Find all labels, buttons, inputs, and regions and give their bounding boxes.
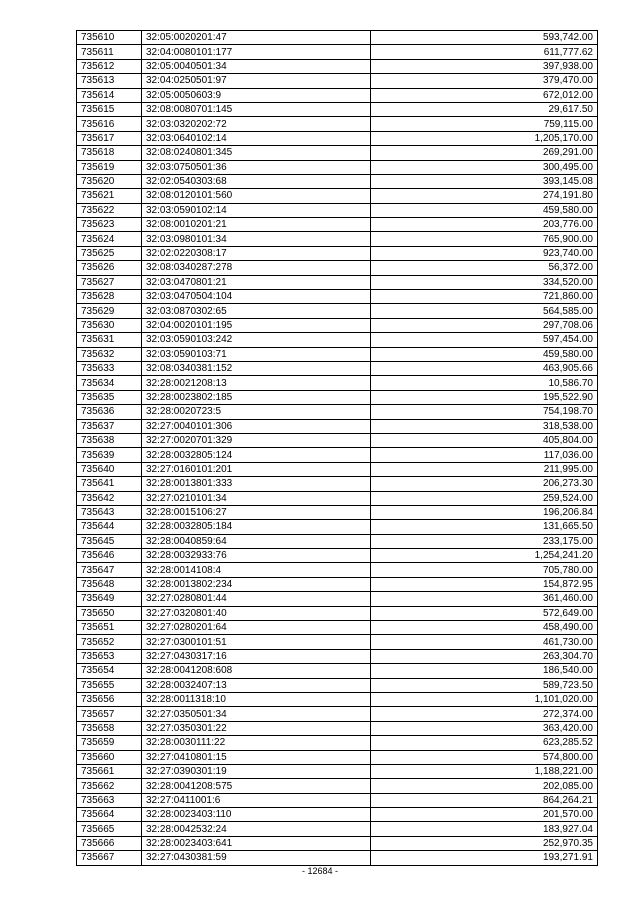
row-id-cell: 735610 bbox=[77, 31, 142, 45]
row-id-cell: 735620 bbox=[77, 174, 142, 188]
amount-cell: 363,420.00 bbox=[371, 721, 598, 735]
amount-cell: 564,585.00 bbox=[371, 304, 598, 318]
table-row bbox=[77, 304, 598, 318]
row-id-cell: 735622 bbox=[77, 203, 142, 217]
amount-cell: 154,872.95 bbox=[371, 577, 598, 591]
row-id-cell: 735635 bbox=[77, 390, 142, 404]
table-row bbox=[77, 851, 598, 865]
parcel-number-cell: 32:28:0014108:4 bbox=[142, 563, 371, 577]
row-id-cell: 735633 bbox=[77, 361, 142, 375]
row-id-cell: 735629 bbox=[77, 304, 142, 318]
parcel-number-cell: 32:04:0250501:97 bbox=[142, 74, 371, 88]
parcel-number-cell: 32:28:0042532:24 bbox=[142, 822, 371, 836]
table-row bbox=[77, 462, 598, 476]
row-id-cell: 735666 bbox=[77, 836, 142, 850]
parcel-number-cell: 32:02:0220308:17 bbox=[142, 246, 371, 260]
amount-cell: 206,273.30 bbox=[371, 477, 598, 491]
table-row bbox=[77, 246, 598, 260]
table-row bbox=[77, 621, 598, 635]
amount-cell: 195,522.90 bbox=[371, 390, 598, 404]
table-row bbox=[77, 290, 598, 304]
row-id-cell: 735651 bbox=[77, 621, 142, 635]
table-row bbox=[77, 318, 598, 332]
parcel-number-cell: 32:27:0280201:64 bbox=[142, 621, 371, 635]
amount-cell: 183,927.04 bbox=[371, 822, 598, 836]
row-id-cell: 735617 bbox=[77, 131, 142, 145]
amount-cell: 765,900.00 bbox=[371, 232, 598, 246]
amount-cell: 589,723.50 bbox=[371, 678, 598, 692]
row-id-cell: 735656 bbox=[77, 692, 142, 706]
parcel-number-cell: 32:03:0320202:72 bbox=[142, 117, 371, 131]
table-row bbox=[77, 74, 598, 88]
amount-cell: 233,175.00 bbox=[371, 534, 598, 548]
row-id-cell: 735642 bbox=[77, 491, 142, 505]
amount-cell: 297,708.06 bbox=[371, 318, 598, 332]
table-row bbox=[77, 405, 598, 419]
parcel-number-cell: 32:27:0320801:40 bbox=[142, 606, 371, 620]
table-row bbox=[77, 45, 598, 59]
amount-cell: 131,665.50 bbox=[371, 520, 598, 534]
parcel-number-cell: 32:28:0015106:27 bbox=[142, 505, 371, 519]
table-row bbox=[77, 333, 598, 347]
parcel-number-cell: 32:03:0590103:71 bbox=[142, 347, 371, 361]
table-row bbox=[77, 808, 598, 822]
amount-cell: 379,470.00 bbox=[371, 74, 598, 88]
parcel-number-cell: 32:08:0240801:345 bbox=[142, 146, 371, 160]
row-id-cell: 735653 bbox=[77, 649, 142, 663]
table-row bbox=[77, 477, 598, 491]
amount-cell: 361,460.00 bbox=[371, 592, 598, 606]
parcel-number-cell: 32:27:0430317:16 bbox=[142, 649, 371, 663]
table-row bbox=[77, 750, 598, 764]
table-row bbox=[77, 117, 598, 131]
table-row bbox=[77, 88, 598, 102]
parcel-number-cell: 32:28:0013801:333 bbox=[142, 477, 371, 491]
table-row bbox=[77, 692, 598, 706]
amount-cell: 597,454.00 bbox=[371, 333, 598, 347]
row-id-cell: 735615 bbox=[77, 102, 142, 116]
amount-cell: 1,101,020.00 bbox=[371, 692, 598, 706]
row-id-cell: 735661 bbox=[77, 764, 142, 778]
amount-cell: 272,374.00 bbox=[371, 707, 598, 721]
row-id-cell: 735658 bbox=[77, 721, 142, 735]
table-row bbox=[77, 635, 598, 649]
page-number: - 12684 - bbox=[301, 866, 339, 876]
amount-cell: 397,938.00 bbox=[371, 59, 598, 73]
parcel-number-cell: 32:28:0023403:110 bbox=[142, 808, 371, 822]
row-id-cell: 735616 bbox=[77, 117, 142, 131]
parcel-number-cell: 32:28:0032805:184 bbox=[142, 520, 371, 534]
row-id-cell: 735655 bbox=[77, 678, 142, 692]
row-id-cell: 735640 bbox=[77, 462, 142, 476]
parcel-number-cell: 32:28:0032407:13 bbox=[142, 678, 371, 692]
table-row bbox=[77, 203, 598, 217]
table-row bbox=[77, 563, 598, 577]
row-id-cell: 735618 bbox=[77, 146, 142, 160]
parcel-number-cell: 32:08:0010201:21 bbox=[142, 218, 371, 232]
table-row bbox=[77, 146, 598, 160]
amount-cell: 459,580.00 bbox=[371, 203, 598, 217]
row-id-cell: 735626 bbox=[77, 261, 142, 275]
table-row bbox=[77, 549, 598, 563]
parcel-number-cell: 32:03:0590102:14 bbox=[142, 203, 371, 217]
row-id-cell: 735644 bbox=[77, 520, 142, 534]
amount-cell: 201,570.00 bbox=[371, 808, 598, 822]
table-row bbox=[77, 347, 598, 361]
parcel-number-cell: 32:08:0340381:152 bbox=[142, 361, 371, 375]
table-row bbox=[77, 102, 598, 116]
amount-cell: 274,191.80 bbox=[371, 189, 598, 203]
row-id-cell: 735645 bbox=[77, 534, 142, 548]
table-row bbox=[77, 160, 598, 174]
table-row bbox=[77, 736, 598, 750]
parcel-number-cell: 32:28:0011318:10 bbox=[142, 692, 371, 706]
amount-cell: 572,649.00 bbox=[371, 606, 598, 620]
parcel-number-cell: 32:27:0350501:34 bbox=[142, 707, 371, 721]
parcel-number-cell: 32:27:0350301:22 bbox=[142, 721, 371, 735]
table-row bbox=[77, 59, 598, 73]
row-id-cell: 735659 bbox=[77, 736, 142, 750]
row-id-cell: 735625 bbox=[77, 246, 142, 260]
table-row bbox=[77, 433, 598, 447]
table-row bbox=[77, 649, 598, 663]
row-id-cell: 735662 bbox=[77, 779, 142, 793]
row-id-cell: 735660 bbox=[77, 750, 142, 764]
table-row bbox=[77, 678, 598, 692]
row-id-cell: 735621 bbox=[77, 189, 142, 203]
row-id-cell: 735624 bbox=[77, 232, 142, 246]
table-row bbox=[77, 534, 598, 548]
parcel-number-cell: 32:04:0020101:195 bbox=[142, 318, 371, 332]
row-id-cell: 735628 bbox=[77, 290, 142, 304]
parcel-number-cell: 32:28:0020723:5 bbox=[142, 405, 371, 419]
row-id-cell: 735636 bbox=[77, 405, 142, 419]
table-row bbox=[77, 376, 598, 390]
table-row bbox=[77, 419, 598, 433]
amount-cell: 117,036.00 bbox=[371, 448, 598, 462]
parcel-number-cell: 32:08:0080701:145 bbox=[142, 102, 371, 116]
parcel-number-cell: 32:04:0080101:177 bbox=[142, 45, 371, 59]
parcel-number-cell: 32:03:0470504:104 bbox=[142, 290, 371, 304]
parcel-number-cell: 32:28:0032805:124 bbox=[142, 448, 371, 462]
amount-cell: 672,012.00 bbox=[371, 88, 598, 102]
parcel-number-cell: 32:03:0870302:65 bbox=[142, 304, 371, 318]
row-id-cell: 735647 bbox=[77, 563, 142, 577]
table-row bbox=[77, 577, 598, 591]
table-row bbox=[77, 218, 598, 232]
amount-cell: 393,145.08 bbox=[371, 174, 598, 188]
parcel-number-cell: 32:27:0210101:34 bbox=[142, 491, 371, 505]
row-id-cell: 735665 bbox=[77, 822, 142, 836]
table-row bbox=[77, 764, 598, 778]
row-id-cell: 735619 bbox=[77, 160, 142, 174]
table-row bbox=[77, 361, 598, 375]
parcel-number-cell: 32:27:0411001:6 bbox=[142, 793, 371, 807]
table-row bbox=[77, 664, 598, 678]
row-id-cell: 735664 bbox=[77, 808, 142, 822]
records-table-body bbox=[77, 31, 598, 866]
amount-cell: 203,776.00 bbox=[371, 218, 598, 232]
row-id-cell: 735650 bbox=[77, 606, 142, 620]
parcel-number-cell: 32:27:0410801:15 bbox=[142, 750, 371, 764]
row-id-cell: 735638 bbox=[77, 433, 142, 447]
parcel-number-cell: 32:05:0040501:34 bbox=[142, 59, 371, 73]
row-id-cell: 735634 bbox=[77, 376, 142, 390]
row-id-cell: 735657 bbox=[77, 707, 142, 721]
table-row bbox=[77, 822, 598, 836]
parcel-number-cell: 32:28:0041208:575 bbox=[142, 779, 371, 793]
row-id-cell: 735667 bbox=[77, 851, 142, 865]
amount-cell: 923,740.00 bbox=[371, 246, 598, 260]
parcel-number-cell: 32:03:0590103:242 bbox=[142, 333, 371, 347]
amount-cell: 252,970.35 bbox=[371, 836, 598, 850]
amount-cell: 318,538.00 bbox=[371, 419, 598, 433]
amount-cell: 193,271.91 bbox=[371, 851, 598, 865]
amount-cell: 458,490.00 bbox=[371, 621, 598, 635]
parcel-number-cell: 32:28:0030111:22 bbox=[142, 736, 371, 750]
row-id-cell: 735623 bbox=[77, 218, 142, 232]
table-row bbox=[77, 836, 598, 850]
table-row bbox=[77, 232, 598, 246]
parcel-number-cell: 32:08:0120101:560 bbox=[142, 189, 371, 203]
parcel-number-cell: 32:28:0032933:76 bbox=[142, 549, 371, 563]
parcel-number-cell: 32:05:0050603:9 bbox=[142, 88, 371, 102]
parcel-number-cell: 32:28:0040859:64 bbox=[142, 534, 371, 548]
amount-cell: 202,085.00 bbox=[371, 779, 598, 793]
table-row bbox=[77, 448, 598, 462]
amount-cell: 269,291.00 bbox=[371, 146, 598, 160]
amount-cell: 56,372.00 bbox=[371, 261, 598, 275]
amount-cell: 1,254,241.20 bbox=[371, 549, 598, 563]
amount-cell: 405,804.00 bbox=[371, 433, 598, 447]
amount-cell: 10,586.70 bbox=[371, 376, 598, 390]
table-row bbox=[77, 779, 598, 793]
amount-cell: 334,520.00 bbox=[371, 275, 598, 289]
row-id-cell: 735654 bbox=[77, 664, 142, 678]
parcel-number-cell: 32:28:0013802:234 bbox=[142, 577, 371, 591]
table-row bbox=[77, 390, 598, 404]
amount-cell: 1,188,221.00 bbox=[371, 764, 598, 778]
table-row bbox=[77, 606, 598, 620]
parcel-number-cell: 32:02:0540303:68 bbox=[142, 174, 371, 188]
amount-cell: 259,524.00 bbox=[371, 491, 598, 505]
parcel-number-cell: 32:27:0430381:59 bbox=[142, 851, 371, 865]
table-row bbox=[77, 189, 598, 203]
table-row bbox=[77, 131, 598, 145]
table-row bbox=[77, 174, 598, 188]
table-row bbox=[77, 275, 598, 289]
parcel-number-cell: 32:28:0023802:185 bbox=[142, 390, 371, 404]
parcel-number-cell: 32:27:0390301:19 bbox=[142, 764, 371, 778]
parcel-number-cell: 32:27:0020701:329 bbox=[142, 433, 371, 447]
amount-cell: 754,198.70 bbox=[371, 405, 598, 419]
parcel-number-cell: 32:28:0041208:608 bbox=[142, 664, 371, 678]
row-id-cell: 735611 bbox=[77, 45, 142, 59]
parcel-number-cell: 32:03:0640102:14 bbox=[142, 131, 371, 145]
row-id-cell: 735652 bbox=[77, 635, 142, 649]
row-id-cell: 735637 bbox=[77, 419, 142, 433]
row-id-cell: 735663 bbox=[77, 793, 142, 807]
parcel-number-cell: 32:03:0470801:21 bbox=[142, 275, 371, 289]
row-id-cell: 735641 bbox=[77, 477, 142, 491]
amount-cell: 574,800.00 bbox=[371, 750, 598, 764]
table-row bbox=[77, 491, 598, 505]
table-row bbox=[77, 520, 598, 534]
row-id-cell: 735648 bbox=[77, 577, 142, 591]
amount-cell: 705,780.00 bbox=[371, 563, 598, 577]
amount-cell: 459,580.00 bbox=[371, 347, 598, 361]
table-row bbox=[77, 793, 598, 807]
parcel-number-cell: 32:08:0340287:278 bbox=[142, 261, 371, 275]
parcel-number-cell: 32:28:0023403:641 bbox=[142, 836, 371, 850]
table-row bbox=[77, 707, 598, 721]
amount-cell: 1,205,170.00 bbox=[371, 131, 598, 145]
amount-cell: 211,995.00 bbox=[371, 462, 598, 476]
amount-cell: 300,495.00 bbox=[371, 160, 598, 174]
row-id-cell: 735613 bbox=[77, 74, 142, 88]
parcel-number-cell: 32:27:0040101:306 bbox=[142, 419, 371, 433]
row-id-cell: 735612 bbox=[77, 59, 142, 73]
amount-cell: 759,115.00 bbox=[371, 117, 598, 131]
amount-cell: 263,304.70 bbox=[371, 649, 598, 663]
row-id-cell: 735643 bbox=[77, 505, 142, 519]
amount-cell: 463,905.66 bbox=[371, 361, 598, 375]
row-id-cell: 735632 bbox=[77, 347, 142, 361]
row-id-cell: 735614 bbox=[77, 88, 142, 102]
parcel-number-cell: 32:28:0021208:13 bbox=[142, 376, 371, 390]
row-id-cell: 735649 bbox=[77, 592, 142, 606]
amount-cell: 29,617.50 bbox=[371, 102, 598, 116]
amount-cell: 461,730.00 bbox=[371, 635, 598, 649]
row-id-cell: 735630 bbox=[77, 318, 142, 332]
parcel-number-cell: 32:27:0280801:44 bbox=[142, 592, 371, 606]
row-id-cell: 735627 bbox=[77, 275, 142, 289]
amount-cell: 186,540.00 bbox=[371, 664, 598, 678]
amount-cell: 593,742.00 bbox=[371, 31, 598, 45]
row-id-cell: 735631 bbox=[77, 333, 142, 347]
amount-cell: 611,777.62 bbox=[371, 45, 598, 59]
parcel-number-cell: 32:27:0300101:51 bbox=[142, 635, 371, 649]
table-row bbox=[77, 592, 598, 606]
table-row bbox=[77, 261, 598, 275]
table-row bbox=[77, 31, 598, 45]
amount-cell: 196,206.84 bbox=[371, 505, 598, 519]
parcel-number-cell: 32:03:0980101:34 bbox=[142, 232, 371, 246]
parcel-number-cell: 32:05:0020201:47 bbox=[142, 31, 371, 45]
table-row bbox=[77, 721, 598, 735]
table-row bbox=[77, 505, 598, 519]
row-id-cell: 735639 bbox=[77, 448, 142, 462]
parcel-number-cell: 32:27:0160101:201 bbox=[142, 462, 371, 476]
amount-cell: 864,264.21 bbox=[371, 793, 598, 807]
records-table bbox=[76, 30, 598, 866]
amount-cell: 623,285.52 bbox=[371, 736, 598, 750]
parcel-number-cell: 32:03:0750501:36 bbox=[142, 160, 371, 174]
row-id-cell: 735646 bbox=[77, 549, 142, 563]
amount-cell: 721,860.00 bbox=[371, 290, 598, 304]
